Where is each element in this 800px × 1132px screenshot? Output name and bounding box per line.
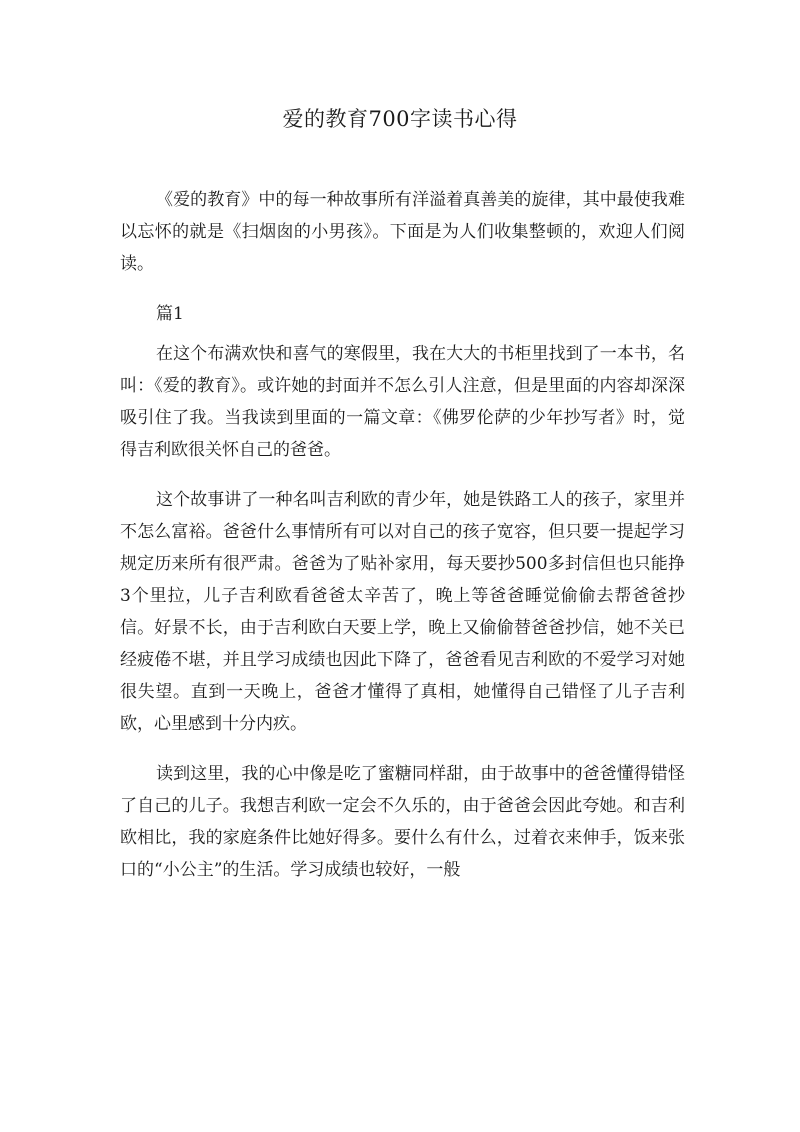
section-heading: 篇1 xyxy=(156,304,184,324)
intro-paragraph: 《爱的教育》中的每一种故事所有洋溢着真善美的旋律，其中最使我难以忘怀的就是《扫烟囱的小男孩》。下面是为人们收集整顿的，欢迎人们阅读。 xyxy=(120,190,685,274)
document-title: 爱的教育700字读书心得 xyxy=(282,107,518,131)
body-paragraph: 这个故事讲了一种名叫吉利欧的青少年，她是铁路工人的孩子，家里并不怎么富裕。爸爸什么事情所有可以对自己的孩子宽容，但只要一提起学习规定历来所有很严肃。爸爸为了贴补家用，每天要抄500多封信但也只能挣3个里拉，儿子吉利欧看爸爸太辛苦了，晚上等爸爸睡觉偷偷去帮爸爸抄信。好景不长，由于吉利欧白天要上学，晚上又偷偷替爸爸抄信，她不关已经疲倦不堪，并且学习成绩也因此下降了，爸爸看见吉利欧的不爱学习对她很失望。直到一天晚上，爸爸才懂得了真相，她懂得自己错怪了儿子吉利欧，心里感到十分内疚。 xyxy=(120,490,685,734)
body-paragraph: 读到这里，我的心中像是吃了蜜糖同样甜，由于故事中的爸爸懂得错怪了自己的儿子。我想吉利欧一定会不久乐的，由于爸爸会因此夸她。和吉利欧相比，我的家庭条件比她好得多。要什么有什么，过着衣来伸手，饭来张口的“小公主”的生活。学习成绩也较好，一般 xyxy=(120,764,685,880)
document-body xyxy=(120,184,685,904)
body-paragraph: 在这个布满欢快和喜气的寒假里，我在大大的书柜里找到了一本书，名叫：《爱的教育》。或许她的封面并不怎么引人注意，但是里面的内容却深深吸引住了我。当我读到里面的一篇文章：《佛罗伦萨的少年抄写者》时，觉得吉利欧很关怀自己的爸爸。 xyxy=(120,344,685,460)
